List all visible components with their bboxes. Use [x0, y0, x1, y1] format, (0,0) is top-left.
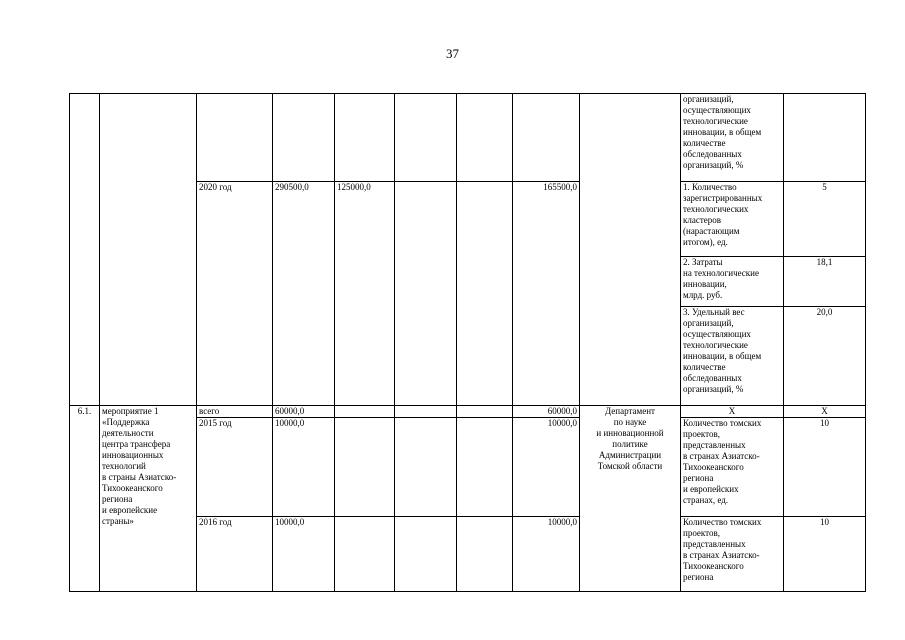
- local-cell: [457, 406, 513, 418]
- value-cell: 20,0: [784, 307, 866, 406]
- regional-cell: [395, 406, 457, 418]
- value-cell: Х: [784, 406, 866, 418]
- indicator-cell: 1. Количество зарегистрированных технологических кластеров (нарастающим итогом), ед.: [681, 182, 784, 257]
- total-cell: 10000,0: [273, 517, 335, 592]
- year-cell: 2016 год: [197, 517, 273, 592]
- table-row: [70, 406, 866, 418]
- indicator-cell: организаций, осуществляющих технологические инновации, в общем количестве обследованных организаций, %: [681, 94, 784, 182]
- indicator-cell: 2. Затраты на технологические инновации, млрд. руб.: [681, 257, 784, 307]
- other-cell: 10000,0: [513, 418, 580, 517]
- regional-cell: [395, 517, 457, 592]
- year-cell: [197, 94, 273, 182]
- total-cell: 60000,0: [273, 406, 335, 418]
- program-table: [69, 93, 866, 592]
- other-cell: 60000,0: [513, 406, 580, 418]
- other-cell: 10000,0: [513, 517, 580, 592]
- year-cell: 2020 год: [197, 182, 273, 406]
- federal-cell: 125000,0: [335, 182, 395, 406]
- year-cell: всего: [197, 406, 273, 418]
- local-cell: [457, 94, 513, 182]
- measure-cell: мероприятие 1 «Поддержка деятельности центра трансфера инновационных технологий в страны Азиатско- Тихоокеанского региона и европейские страны»: [100, 406, 197, 592]
- executor-cell: Департамент по науке и инновационной политике Администрации Томской области: [580, 406, 681, 592]
- other-cell: [513, 94, 580, 182]
- indicator-cell: Количество томских проектов, представленных в странах Азиатско- Тихоокеанского региона и европейских странах, ед.: [681, 418, 784, 517]
- local-cell: [457, 517, 513, 592]
- value-cell: [784, 94, 866, 182]
- total-cell: 10000,0: [273, 418, 335, 517]
- value-cell: 10: [784, 517, 866, 592]
- other-cell: 165500,0: [513, 182, 580, 406]
- total-cell: 290500,0: [273, 182, 335, 406]
- num-cell: 6.1.: [70, 406, 100, 592]
- local-cell: [457, 418, 513, 517]
- local-cell: [457, 182, 513, 406]
- value-cell: 10: [784, 418, 866, 517]
- value-cell: 5: [784, 182, 866, 257]
- total-cell: [273, 94, 335, 182]
- indicator-cell: 3. Удельный вес организаций, осуществляющих технологические инновации, в общем количестве обследованных организаций, %: [681, 307, 784, 406]
- indicator-cell: Х: [681, 406, 784, 418]
- num-cell: [70, 94, 100, 406]
- measure-cell: [100, 94, 197, 406]
- year-cell: 2015 год: [197, 418, 273, 517]
- table-row: [70, 94, 866, 182]
- value-cell: 18,1: [784, 257, 866, 307]
- indicator-cell: Количество томских проектов, представленных в странах Азиатско- Тихоокеанского региона: [681, 517, 784, 592]
- federal-cell: [335, 517, 395, 592]
- federal-cell: [335, 94, 395, 182]
- regional-cell: [395, 418, 457, 517]
- page-number: 37: [446, 46, 459, 61]
- executor-cell: [580, 94, 681, 406]
- regional-cell: [395, 94, 457, 182]
- regional-cell: [395, 182, 457, 406]
- federal-cell: [335, 418, 395, 517]
- federal-cell: [335, 406, 395, 418]
